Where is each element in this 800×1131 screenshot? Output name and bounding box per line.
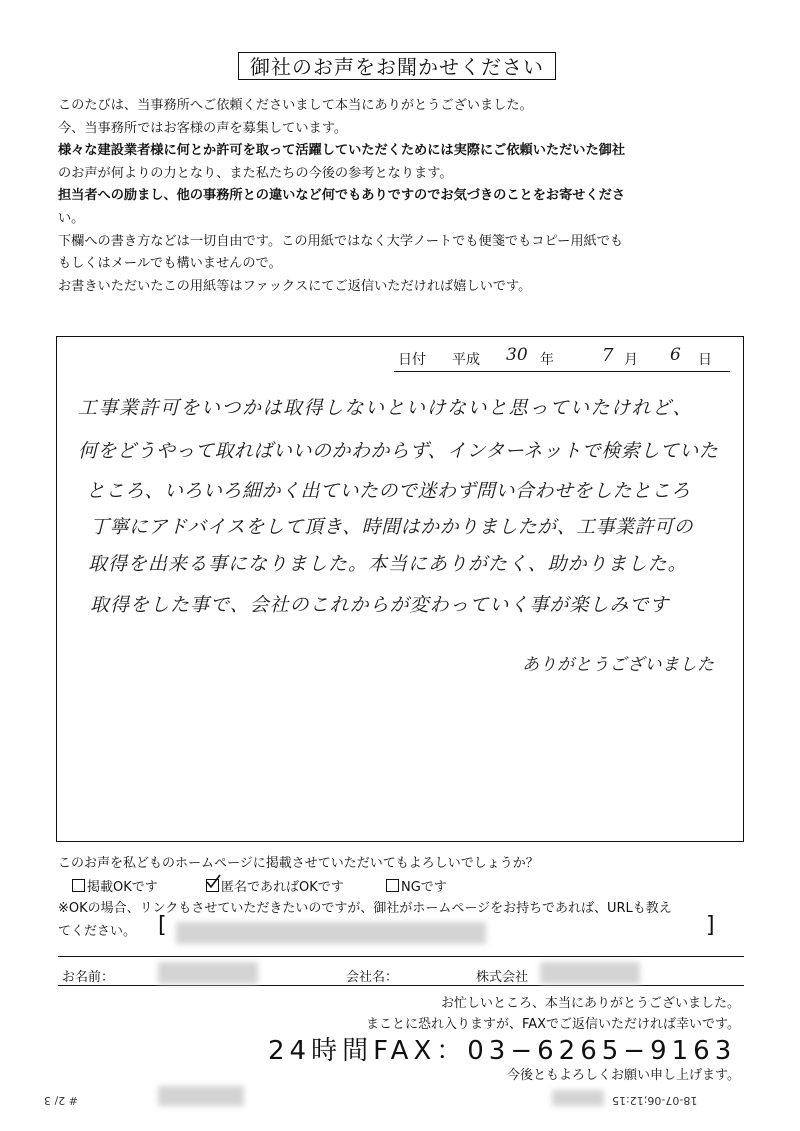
url-note: てください。 bbox=[58, 924, 137, 939]
intro-line: 今、当事務所ではお客様の声を募集しています。 bbox=[58, 120, 348, 136]
redacted-url bbox=[176, 922, 486, 944]
intro-line: お書きいただいたこの用紙等はファックスにてご返信いただければ嬉しいです。 bbox=[58, 278, 532, 294]
footer-closing: 今後ともよろしくお願い申し上げます。 bbox=[507, 1068, 740, 1083]
date-label: 日付 bbox=[398, 352, 426, 368]
intro-text bbox=[58, 95, 758, 298]
fax-number: 24時間FAX：03−6265−9163 bbox=[268, 1036, 737, 1066]
handwritten-closing: ありがとうございました bbox=[522, 655, 715, 675]
checkbox[interactable] bbox=[386, 879, 399, 892]
name-label: お名前： bbox=[62, 970, 115, 985]
redacted-fax-id bbox=[552, 1090, 604, 1106]
intro-line: 下欄への書き方などは一切自由です。この用紙ではなく大学ノートでも便箋でもコピー用紙でも bbox=[58, 233, 624, 249]
intro-line: のお声が何よりの力となり、また私たちの今後の参考となります。 bbox=[58, 165, 453, 181]
footer-thanks: お忙しいところ、本当にありがとうございました。 bbox=[440, 996, 740, 1011]
company-prefix: 株式会社 bbox=[476, 970, 529, 985]
date-year: 30 bbox=[506, 345, 528, 365]
handwritten-line: ところ、いろいろ細かく出ていたので迷わず問い合わせをしたところ bbox=[86, 480, 691, 502]
date-day: 6 bbox=[670, 345, 681, 365]
option-label: 掲載OKです bbox=[87, 880, 158, 895]
date-era: 平成 bbox=[452, 352, 480, 368]
page-title: 御社のお声をお聞かせください bbox=[238, 52, 556, 80]
intro-line: もしくはメールでも構いませんので。 bbox=[58, 256, 282, 272]
option-label: NGです bbox=[401, 880, 447, 895]
date-day-unit: 日 bbox=[698, 352, 712, 368]
intro-line: このたびは、当事務所へご依頼くださいまして本当にありがとうございました。 bbox=[58, 98, 533, 113]
fax-timestamp: 18-07-06;12:15 bbox=[612, 1094, 698, 1107]
handwritten-line: 取得を出来る事になりました。本当にありがたく、助かりました。 bbox=[88, 553, 688, 575]
option-ok[interactable] bbox=[72, 876, 158, 895]
intro-line: い。 bbox=[58, 210, 85, 226]
checkbox-checked[interactable] bbox=[206, 879, 219, 892]
bracket-close: ] bbox=[706, 913, 715, 938]
intro-line: 担当者への励まし、他の事務所との違いなど何でもありですのでお気づきのことをお寄せくださ bbox=[58, 188, 626, 204]
footer-request: まことに恐れ入りますが、FAXでご返信いただければ幸いです。 bbox=[365, 1017, 740, 1032]
company-label: 会社名： bbox=[346, 970, 399, 985]
option-ng[interactable] bbox=[386, 876, 447, 895]
option-label: 匿名であればOKです bbox=[221, 880, 344, 895]
bracket-open: [ bbox=[158, 913, 167, 938]
url-note: ※OKの場合、リンクもさせていただきたいのですが、御社がホームページをお持ちであれば、URLも教え bbox=[58, 901, 672, 916]
handwritten-line: 工事業許可をいつかは取得しないといけないと思っていたけれど、 bbox=[78, 397, 694, 419]
consent-question: このお声を私どものホームページに掲載させていただいてもよろしいでしょうか？ bbox=[58, 856, 539, 871]
intro-line: 様々な建設業者様に何とか許可を取って活躍していただくためには実際にご依頼いただいた御社 bbox=[58, 143, 626, 159]
handwritten-line: 取得をした事で、会社のこれからが変わっていく事が楽しみです bbox=[90, 594, 670, 616]
option-anonymous[interactable] bbox=[206, 876, 344, 895]
checkbox[interactable] bbox=[72, 879, 85, 892]
checkmark-icon bbox=[205, 874, 221, 890]
date-month-unit: 月 bbox=[624, 352, 638, 368]
date-year-unit: 年 bbox=[540, 352, 554, 368]
handwritten-line: 丁寧にアドバイスをして頂き、時間はかかりましたが、工事業許可の bbox=[90, 516, 694, 538]
redacted-company bbox=[540, 962, 640, 984]
fax-page-number: # 2/ 3 bbox=[44, 1094, 78, 1107]
date-field bbox=[394, 345, 730, 372]
date-month: 7 bbox=[602, 345, 614, 366]
redacted-name bbox=[158, 962, 258, 984]
handwritten-line: 何をどうやって取ればいいのかわからず、インターネットで検索していた bbox=[78, 440, 719, 462]
redacted-sender bbox=[158, 1086, 244, 1106]
